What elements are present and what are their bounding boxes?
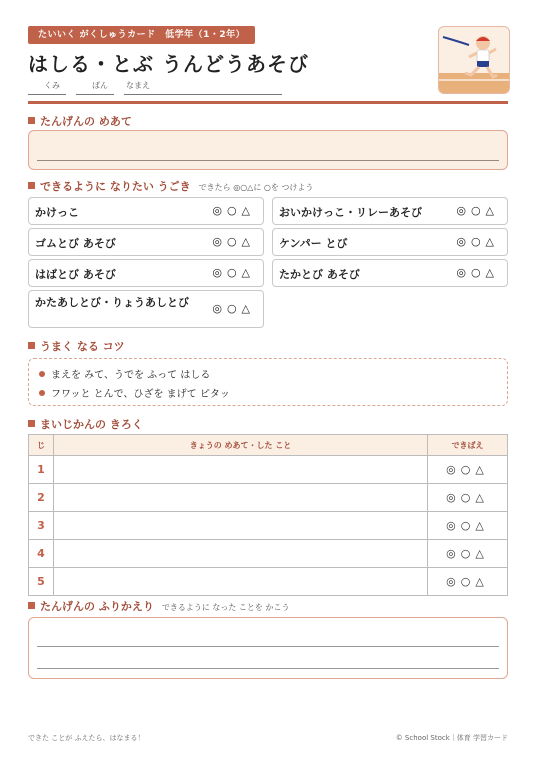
- skill-item[interactable]: かけっこ ◎○△: [28, 197, 264, 225]
- result-marks[interactable]: ◎○△: [428, 484, 508, 512]
- skill-item[interactable]: ゴムとび あそび ◎○△: [28, 228, 264, 256]
- result-marks[interactable]: ◎○△: [428, 568, 508, 596]
- result-marks[interactable]: ◎○△: [428, 456, 508, 484]
- section-marker-icon: [28, 602, 35, 609]
- goal-cell[interactable]: [54, 540, 428, 568]
- skill-item[interactable]: たかとび あそび ◎○△: [272, 259, 508, 287]
- table-row: 5 ◎○△: [29, 568, 508, 596]
- page-title: はしる・とぶ うんどうあそび: [28, 52, 309, 76]
- section-marker-icon: [28, 182, 35, 189]
- tips-heading: うまく なる コツ: [28, 338, 125, 354]
- class-label: くみ: [44, 81, 60, 90]
- bullet-icon: [39, 390, 45, 396]
- goal-cell[interactable]: [54, 568, 428, 596]
- grade-tag: たいいく がくしゅうカード 低学年（1・2年）: [28, 26, 255, 44]
- skill-item[interactable]: ケンパー とび ◎○△: [272, 228, 508, 256]
- col-period: じ: [29, 435, 54, 456]
- number-field[interactable]: [76, 94, 114, 95]
- table-row: 1 ◎○△: [29, 456, 508, 484]
- table-row: 4 ◎○△: [29, 540, 508, 568]
- skill-item[interactable]: おいかけっこ・リレーあそび ◎○△: [272, 197, 508, 225]
- skill-item[interactable]: かたあしとび・りょうあしとび ◎○△: [28, 290, 264, 328]
- runner-illustration: [438, 26, 510, 94]
- record-table: [28, 434, 508, 596]
- col-result: できばえ: [428, 435, 508, 456]
- skills-heading: できるように なりたい うごき できたら ◎○△に ○を つけよう: [28, 178, 313, 194]
- table-row: 2 ◎○△: [29, 484, 508, 512]
- result-marks[interactable]: ◎○△: [428, 512, 508, 540]
- goal-input[interactable]: [28, 130, 508, 170]
- number-label: ばん: [92, 81, 108, 90]
- footer-credit: © School Stock｜体育 学習カード: [395, 734, 508, 742]
- col-goal: きょうの めあて・した こと: [54, 435, 428, 456]
- goal-cell[interactable]: [54, 456, 428, 484]
- result-marks[interactable]: ◎○△: [428, 540, 508, 568]
- bullet-icon: [39, 371, 45, 377]
- header-divider: [28, 101, 508, 104]
- reflection-heading: たんげんの ふりかえり できるように なった ことを かこう: [28, 598, 289, 614]
- tip-item: まえを みて、うでを ふって はしる: [39, 366, 210, 381]
- record-heading: まいじかんの きろく: [28, 416, 143, 432]
- section-marker-icon: [28, 117, 35, 124]
- section-marker-icon: [28, 420, 35, 427]
- goal-heading: たんげんの めあて: [28, 113, 132, 129]
- goal-cell[interactable]: [54, 512, 428, 540]
- table-row: 3 ◎○△: [29, 512, 508, 540]
- reflection-input[interactable]: [28, 617, 508, 679]
- class-field[interactable]: [28, 94, 66, 95]
- section-marker-icon: [28, 342, 35, 349]
- footer-message: できた ことが ふえたら、はなまる！: [28, 734, 145, 742]
- name-label: なまえ: [126, 81, 150, 90]
- tip-item: フワッと とんで、ひざを まげて ピタッ: [39, 385, 230, 400]
- tips-box: [28, 358, 508, 406]
- name-field[interactable]: [124, 94, 282, 95]
- skill-item[interactable]: はばとび あそび ◎○△: [28, 259, 264, 287]
- goal-cell[interactable]: [54, 484, 428, 512]
